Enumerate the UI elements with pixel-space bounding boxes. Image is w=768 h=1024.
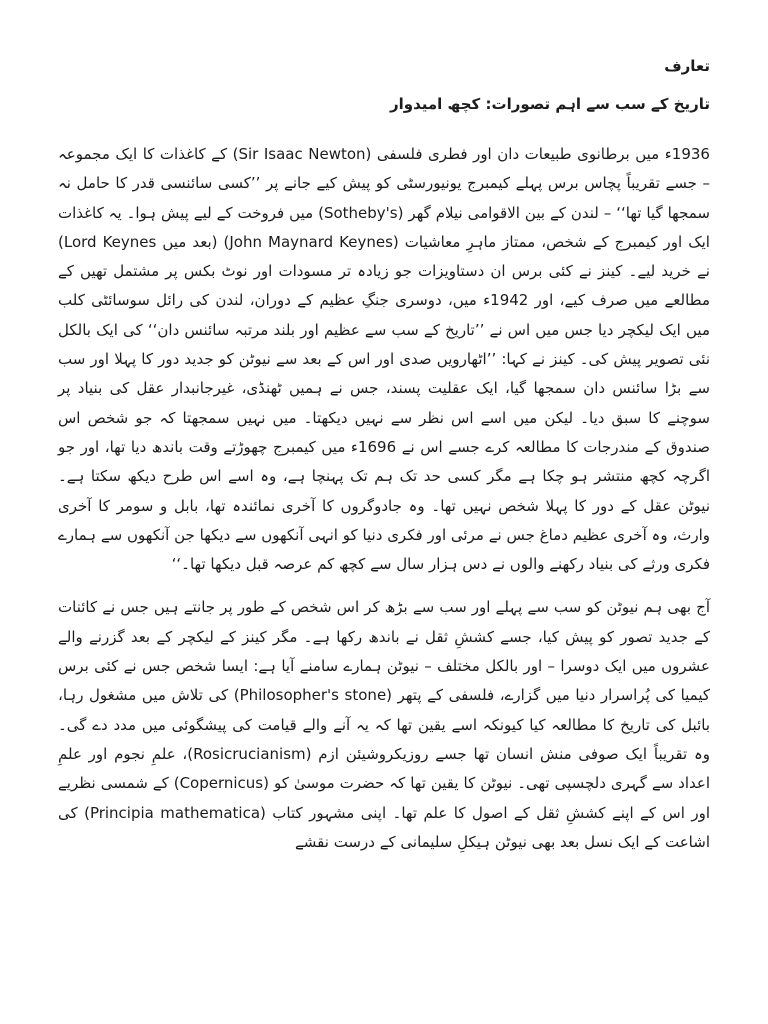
body-paragraph-1: 1936ء میں برطانوی طبیعات دان اور فطری فلسفی (Sir Isaac Newton) کے کاغذات کا ایک مجموعہ – جسے تقریباً پچاس برس پہلے کیمبرج یونیورسٹی کو پیش کیے جانے پر ’’کسی سائنسی قدر کا حامل نہ سمجھا گیا تھا‘‘ – لندن کے بین الاقوامی نیلام گھر (Sotheby's) میں فروخت کے لیے پیش ہوا۔ یہ کاغذات ایک اور کیمبرج کے شخص، ممتاز ماہرِ معاشیات (John Maynard Keynes) (بعد میں Lord Keynes) نے خرید لیے۔ کینز نے کئی برس ان دستاویزات جو زیادہ تر مسودات اور نوٹ بکس پر مشتمل تھیں کے مطالعے میں صرف کیے، اور 1942ء میں، دوسری جنگِ عظیم کے دوران، لندن کی رائل سوسائٹی کلب میں ایک لیکچر دیا جس میں اس نے ’’تاریخ کے سب سے عظیم اور بلند مرتبہ سائنس دان‘‘ کی ایک بالکل نئی تصویر پیش کی۔ کینز نے کہا: ’’اٹھارویں صدی اور اس کے بعد سے نیوٹن کو جدید دور کا پہلا اور سب سے بڑا سائنس دان سمجھا گیا، ایک عقلیت پسند، جس نے ہمیں ٹھنڈی، غیرجانبدار عقل کی بنیاد پر سوچنے کا سبق دیا۔ لیکن میں اسے اس نظر سے نہیں دیکھتا۔ میں نہیں سمجھتا کہ جو شخص اس صندوق کے مندرجات کا مطالعہ کرے جسے اس نے 1696ء میں کیمبرج چھوڑتے وقت باندھ دیا تھا، اور جو اگرچہ کچھ منتشر ہو چکا ہے مگر کسی حد تک ہم تک پہنچا ہے، وہ اسے اس طرح دیکھ سکتا ہے۔ نیوٹن عقل کے دور کا پہلا شخص نہیں تھا۔ وہ جادوگروں کا آخری نمائندہ تھا، بابل و سومر کا آخری وارث، وہ آخری عظیم دماغ جس نے مرئی اور فکری دنیا کو انہی آنکھوں سے دیکھا جن آنکھوں سے ہمارے فکری ورثے کی بنیاد رکھنے والوں نے دس ہزار سال سے کچھ کم عرصہ قبل دیکھا تھا۔‘‘ bbox=[58, 145, 710, 574]
body-paragraph-2: آج بھی ہم نیوٹن کو سب سے پہلے اور سب سے بڑھ کر اس شخص کے طور پر جانتے ہیں جس نے کائنات کے جدید تصور کو پیش کیا، جسے کششِ ثقل نے باندھ رکھا ہے۔ مگر کینز کے لیکچر کے بعد گزرنے والے عشروں میں ایک دوسرا – اور بالکل مختلف – نیوٹن ہمارے سامنے آیا ہے: ایسا شخص جس نے کئی برس کیمیا کی پُراسرار دنیا میں گزارے، فلسفی کے پتھر (Philosopher's stone) کی تلاش میں مشغول رہا، بائبل کی تاریخ کا مطالعہ کیا کیونکہ اسے یقین تھا کہ یہ آنے والے قیامت کی پیشگوئی میں مدد دے گی۔ وہ تقریباً ایک صوفی منش انسان تھا جسے روزیکروشیئن ازم (Rosicrucianism)، علمِ نجوم اور علمِ اعداد سے گہری دلچسپی تھی۔ نیوٹن کا یقین تھا کہ حضرت موسیٰ کو (Copernicus) کے شمسی نظریے اور اس کے اپنے کششِ ثقل کے اصول کا علم تھا۔ اپنی مشہور کتاب (Principia mathematica) کی اشاعت کے ایک نسل بعد بھی نیوٹن ہیکلِ سلیمانی کے درست نقشے bbox=[58, 598, 711, 851]
chapter-subtitle: تاریخ کے سب سے اہم تصورات: کچھ امیدوار bbox=[390, 95, 710, 113]
document-page bbox=[58, 56, 710, 871]
section-title: تعارف bbox=[664, 57, 710, 75]
